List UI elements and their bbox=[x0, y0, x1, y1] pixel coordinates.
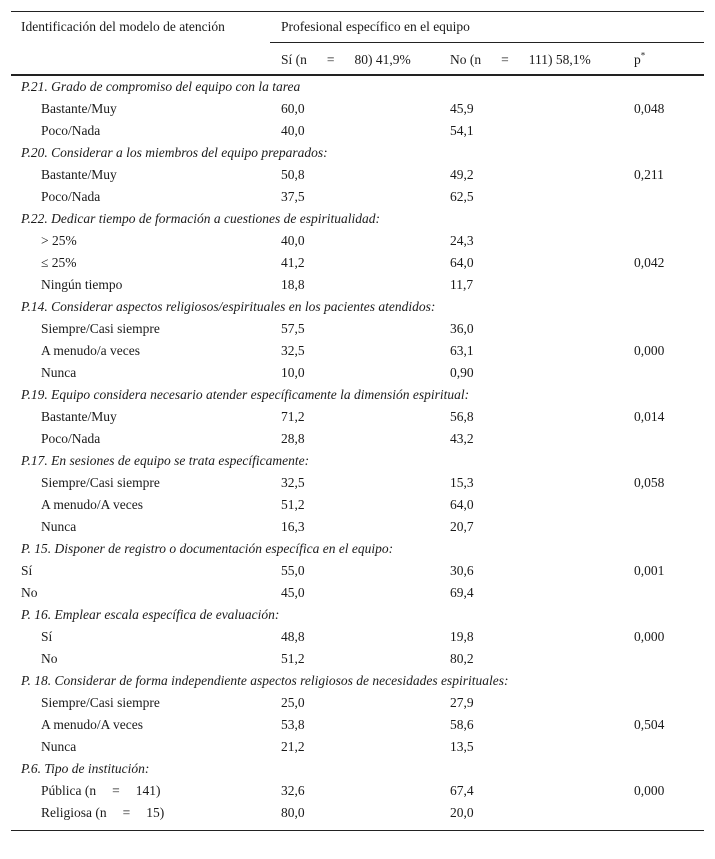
cell-p: 0,000 bbox=[634, 783, 665, 798]
cell-no: 45,9 bbox=[450, 101, 474, 116]
cell-si: 50,8 bbox=[281, 167, 305, 182]
cell-no: 0,90 bbox=[450, 365, 474, 380]
cell-si: 53,8 bbox=[281, 717, 305, 732]
cell-si: 32,5 bbox=[281, 343, 305, 358]
cell-si: 57,5 bbox=[281, 321, 305, 336]
cell-no: 67,4 bbox=[450, 783, 474, 798]
row-label: Poco/Nada bbox=[41, 123, 101, 138]
cell-p: 0,001 bbox=[634, 563, 665, 578]
column-header-p: p* bbox=[634, 50, 646, 67]
cell-si: 41,2 bbox=[281, 255, 305, 270]
cell-no: 43,2 bbox=[450, 431, 474, 446]
cell-p: 0,042 bbox=[634, 255, 665, 270]
cell-p: 0,000 bbox=[634, 629, 665, 644]
cell-si: 71,2 bbox=[281, 409, 305, 424]
row-label: Ningún tiempo bbox=[41, 277, 123, 292]
cell-p: 0,000 bbox=[634, 343, 665, 358]
cell-si: 60,0 bbox=[281, 101, 305, 116]
section-title: P. 16. Emplear escala específica de evaluación: bbox=[21, 607, 280, 622]
row-label: Religiosa (n = 15) bbox=[41, 805, 165, 820]
cell-no: 15,3 bbox=[450, 475, 474, 490]
cell-si: 55,0 bbox=[281, 563, 305, 578]
cell-p: 0,211 bbox=[634, 167, 664, 182]
row-label: > 25% bbox=[41, 233, 77, 248]
row-label: Bastante/Muy bbox=[41, 409, 117, 424]
row-label: A menudo/A veces bbox=[41, 717, 143, 732]
row-label: A menudo/a veces bbox=[41, 343, 140, 358]
cell-si: 80,0 bbox=[281, 805, 305, 820]
section-title: P. 15. Disponer de registro o documentación específica en el equipo: bbox=[21, 541, 394, 556]
bottom-rule bbox=[11, 830, 704, 831]
cell-si: 45,0 bbox=[281, 585, 305, 600]
row-label: Sí bbox=[21, 563, 33, 578]
section-title: P.17. En sesiones de equipo se trata específicamente: bbox=[21, 453, 310, 468]
cell-si: 32,6 bbox=[281, 783, 305, 798]
cell-no: 30,6 bbox=[450, 563, 474, 578]
cell-si: 51,2 bbox=[281, 651, 305, 666]
section-title: P.19. Equipo considera necesario atender específicamente la dimensión espiritual: bbox=[21, 387, 470, 402]
cell-si: 16,3 bbox=[281, 519, 305, 534]
row-label: Poco/Nada bbox=[41, 189, 101, 204]
row-label: Siempre/Casi siempre bbox=[41, 475, 160, 490]
cell-no: 56,8 bbox=[450, 409, 474, 424]
cell-si: 21,2 bbox=[281, 739, 305, 754]
cell-no: 58,6 bbox=[450, 717, 474, 732]
section-title: P.20. Considerar a los miembros del equipo preparados: bbox=[21, 145, 328, 160]
cell-no: 20,0 bbox=[450, 805, 474, 820]
cell-no: 13,5 bbox=[450, 739, 474, 754]
cell-si: 48,8 bbox=[281, 629, 305, 644]
cell-no: 63,1 bbox=[450, 343, 474, 358]
cell-si: 28,8 bbox=[281, 431, 305, 446]
cell-si: 40,0 bbox=[281, 123, 305, 138]
row-label: Siempre/Casi siempre bbox=[41, 321, 160, 336]
cell-si: 10,0 bbox=[281, 365, 305, 380]
cell-no: 54,1 bbox=[450, 123, 474, 138]
cell-p: 0,504 bbox=[634, 717, 665, 732]
row-label: Nunca bbox=[41, 739, 77, 754]
row-label: Bastante/Muy bbox=[41, 101, 117, 116]
header-rule bbox=[11, 74, 704, 76]
row-label: No bbox=[21, 585, 38, 600]
row-label: Nunca bbox=[41, 519, 77, 534]
cell-no: 11,7 bbox=[450, 277, 474, 292]
section-title: P. 18. Considerar de forma independiente aspectos religiosos de necesidades espirituales: bbox=[21, 673, 509, 688]
section-title: P.21. Grado de compromiso del equipo con la tarea bbox=[21, 79, 301, 94]
row-label: Nunca bbox=[41, 365, 77, 380]
cell-no: 24,3 bbox=[450, 233, 474, 248]
row-label: No bbox=[41, 651, 58, 666]
row-label: A menudo/A veces bbox=[41, 497, 143, 512]
cell-p: 0,048 bbox=[634, 101, 665, 116]
cell-no: 36,0 bbox=[450, 321, 474, 336]
cell-no: 19,8 bbox=[450, 629, 474, 644]
cell-si: 32,5 bbox=[281, 475, 305, 490]
section-title: P.6. Tipo de institución: bbox=[21, 761, 150, 776]
column-header-no: No (n = 111) 58,1% bbox=[450, 52, 591, 67]
row-label: ≤ 25% bbox=[41, 255, 77, 270]
cell-si: 37,5 bbox=[281, 189, 305, 204]
cell-si: 51,2 bbox=[281, 497, 305, 512]
row-label: Bastante/Muy bbox=[41, 167, 117, 182]
row-label: Sí bbox=[41, 629, 53, 644]
column-header-model: Identificación del modelo de atención bbox=[21, 19, 225, 34]
column-header-si: Sí (n = 80) 41,9% bbox=[281, 52, 411, 67]
cell-no: 80,2 bbox=[450, 651, 474, 666]
top-rule bbox=[11, 11, 704, 12]
cell-no: 49,2 bbox=[450, 167, 474, 182]
cell-si: 25,0 bbox=[281, 695, 305, 710]
section-title: P.14. Considerar aspectos religiosos/espirituales en los pacientes atendidos: bbox=[21, 299, 436, 314]
cell-no: 62,5 bbox=[450, 189, 474, 204]
row-label: Poco/Nada bbox=[41, 431, 101, 446]
cell-p: 0,058 bbox=[634, 475, 665, 490]
cell-no: 64,0 bbox=[450, 255, 474, 270]
cell-no: 20,7 bbox=[450, 519, 474, 534]
row-label: Pública (n = 141) bbox=[41, 783, 161, 798]
cell-si: 40,0 bbox=[281, 233, 305, 248]
cell-no: 69,4 bbox=[450, 585, 474, 600]
column-header-group: Profesional específico en el equipo bbox=[281, 19, 470, 34]
row-label: Siempre/Casi siempre bbox=[41, 695, 160, 710]
section-title: P.22. Dedicar tiempo de formación a cuestiones de espiritualidad: bbox=[21, 211, 380, 226]
cell-p: 0,014 bbox=[634, 409, 665, 424]
cell-no: 64,0 bbox=[450, 497, 474, 512]
group-rule bbox=[270, 42, 704, 43]
cell-no: 27,9 bbox=[450, 695, 474, 710]
cell-si: 18,8 bbox=[281, 277, 305, 292]
